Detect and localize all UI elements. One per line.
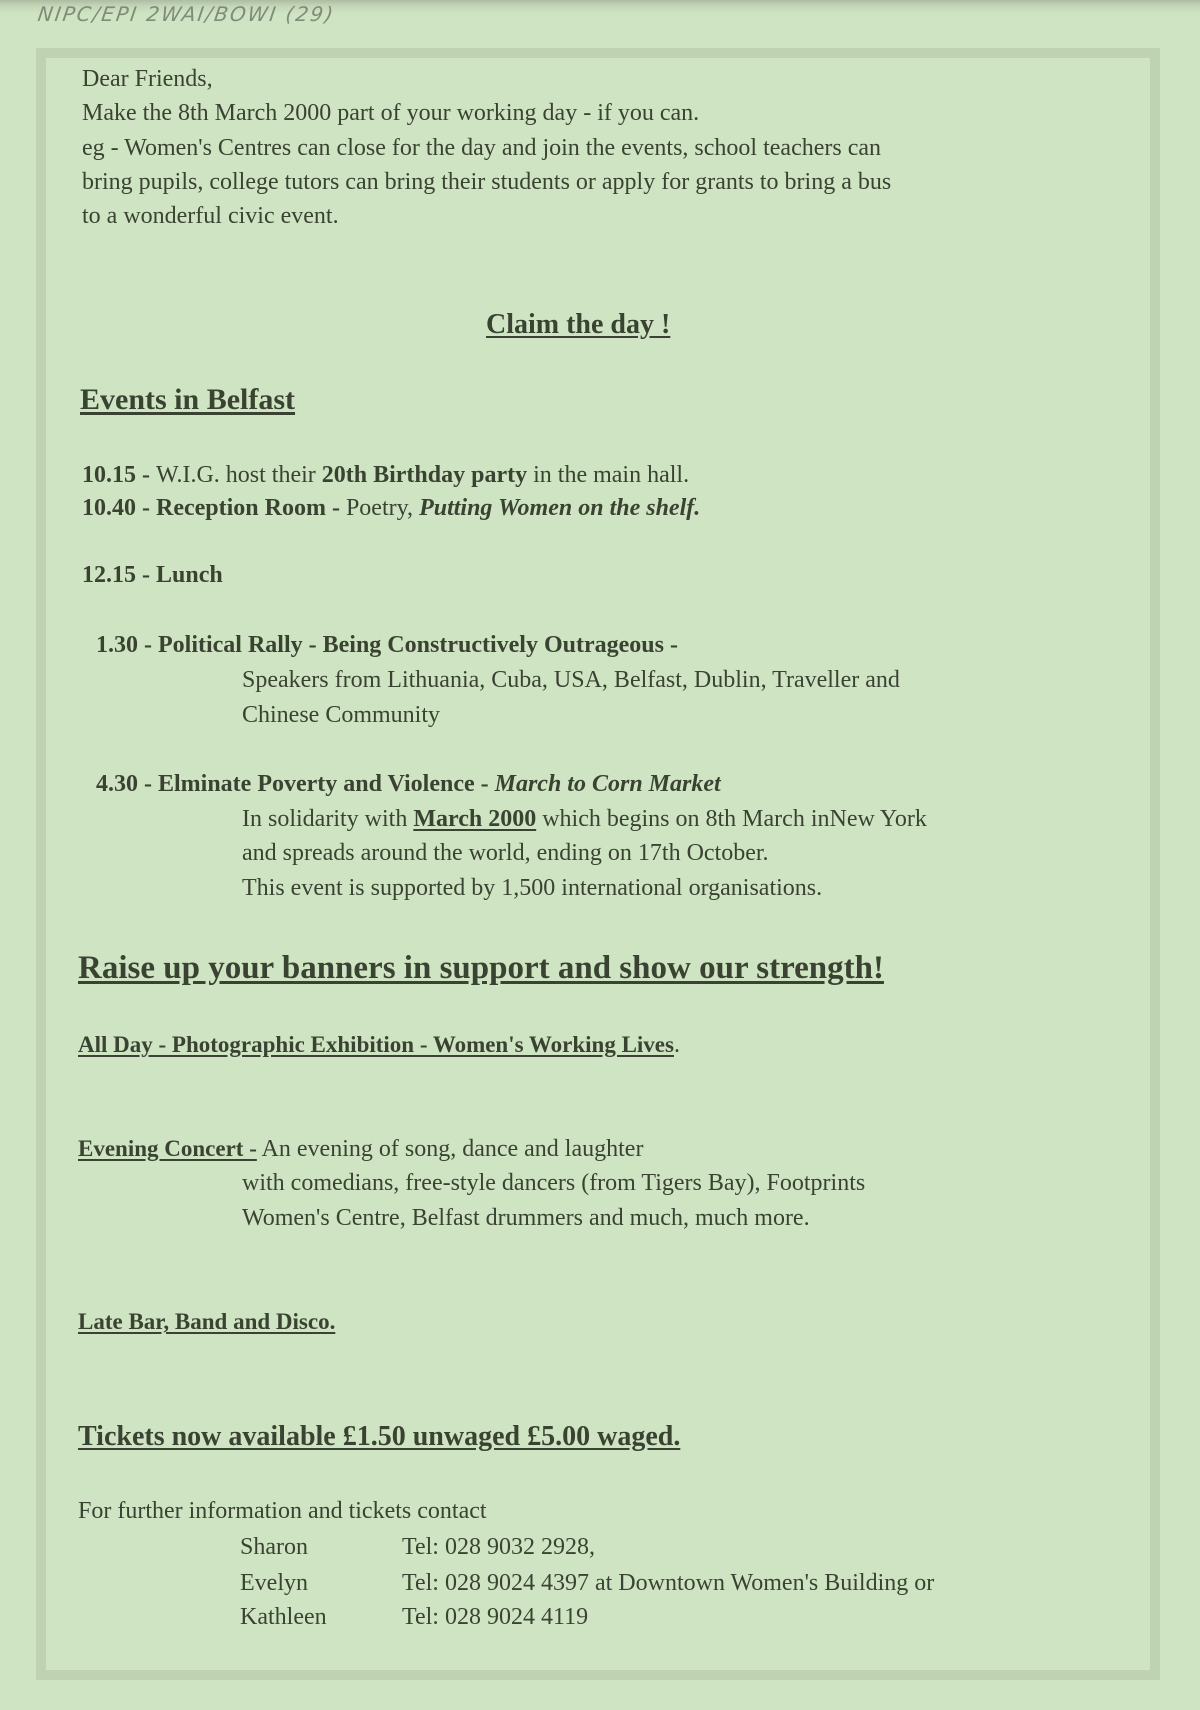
event-430-line-1-pre: In solidarity with xyxy=(242,806,414,832)
late-bar: Late Bar, Band and Disco. xyxy=(78,1309,336,1334)
archive-reference: NIPC/EPI 2WAI/BOWI (29) xyxy=(36,2,337,26)
greeting: Dear Friends, xyxy=(82,66,213,92)
intro-line-3: bring pupils, college tutors can bring their students or apply for grants to bring a bus xyxy=(82,169,892,195)
intro-line-4: to a wonderful civic event. xyxy=(82,203,339,229)
event-1040-time: 10.40 - Reception Room - xyxy=(82,495,346,521)
event-430-line-2: and spreads around the world, ending on 17th October. xyxy=(242,840,769,866)
concert-line-3: Women's Centre, Belfast drummers and much, much more. xyxy=(242,1205,810,1231)
contact-intro: For further information and tickets contact xyxy=(78,1498,487,1524)
event-1015-post: in the main hall. xyxy=(527,462,690,488)
events-heading: Events in Belfast xyxy=(80,383,296,416)
concert-line-1 xyxy=(78,1134,643,1164)
event-1015-highlight: 20th Birthday party xyxy=(321,462,528,488)
contact-name-sharon: Sharon xyxy=(240,1534,308,1560)
intro-line-2: eg - Women's Centres can close for the day and join the events, school teachers can xyxy=(82,135,882,161)
contact-name-evelyn: Evelyn xyxy=(240,1570,308,1596)
concert-desc: An evening of song, dance and laughter xyxy=(256,1136,644,1162)
event-1040 xyxy=(82,493,700,523)
all-day-exhibition xyxy=(78,1030,680,1060)
all-day-label: All Day - Photographic Exhibition - Women's Working Lives xyxy=(78,1032,674,1057)
contact-tel-sharon: Tel: 028 9032 2928, xyxy=(402,1534,595,1560)
event-1215: 12.15 - Lunch xyxy=(82,562,223,588)
event-1015 xyxy=(82,460,689,490)
march-2000-link: March 2000 xyxy=(413,806,537,832)
contact-name-kathleen: Kathleen xyxy=(240,1604,327,1630)
event-1015-time: 10.15 - xyxy=(82,462,156,488)
event-430-line-1-post: which begins on 8th March inNew York xyxy=(536,806,927,832)
event-430-heading xyxy=(96,769,721,799)
claim-heading: Claim the day ! xyxy=(486,309,671,340)
event-1040-pre: Poetry, xyxy=(345,495,420,521)
event-130-line-1: Speakers from Lithuania, Cuba, USA, Belfast, Dublin, Traveller and xyxy=(242,667,900,693)
event-130-line-2: Chinese Community xyxy=(242,702,440,728)
contact-tel-kathleen: Tel: 028 9024 4119 xyxy=(402,1604,589,1630)
event-430-line-3: This event is supported by 1,500 international organisations. xyxy=(242,875,823,901)
contact-tel-evelyn: Tel: 028 9024 4397 at Downtown Women's Building or xyxy=(402,1570,935,1596)
event-130-heading: 1.30 - Political Rally - Being Constructively Outrageous - xyxy=(96,632,678,658)
event-1015-pre: W.I.G. host their xyxy=(156,462,322,488)
tickets-heading: Tickets now available £1.50 unwaged £5.00 waged. xyxy=(78,1421,681,1452)
event-1040-title: Putting Women on the shelf. xyxy=(419,495,701,521)
concert-line-2: with comedians, free-style dancers (from Tigers Bay), Footprints xyxy=(242,1170,866,1196)
event-430-subtitle: March to Corn Market xyxy=(494,771,721,797)
event-430-line-1 xyxy=(242,804,927,834)
banner-heading: Raise up your banners in support and show our strength! xyxy=(78,950,884,986)
intro-line-1: Make the 8th March 2000 part of your working day - if you can. xyxy=(82,100,700,126)
all-day-period: . xyxy=(673,1032,680,1058)
event-430-title: 4.30 - Elminate Poverty and Violence - xyxy=(96,771,495,797)
concert-label: Evening Concert - xyxy=(78,1136,257,1161)
